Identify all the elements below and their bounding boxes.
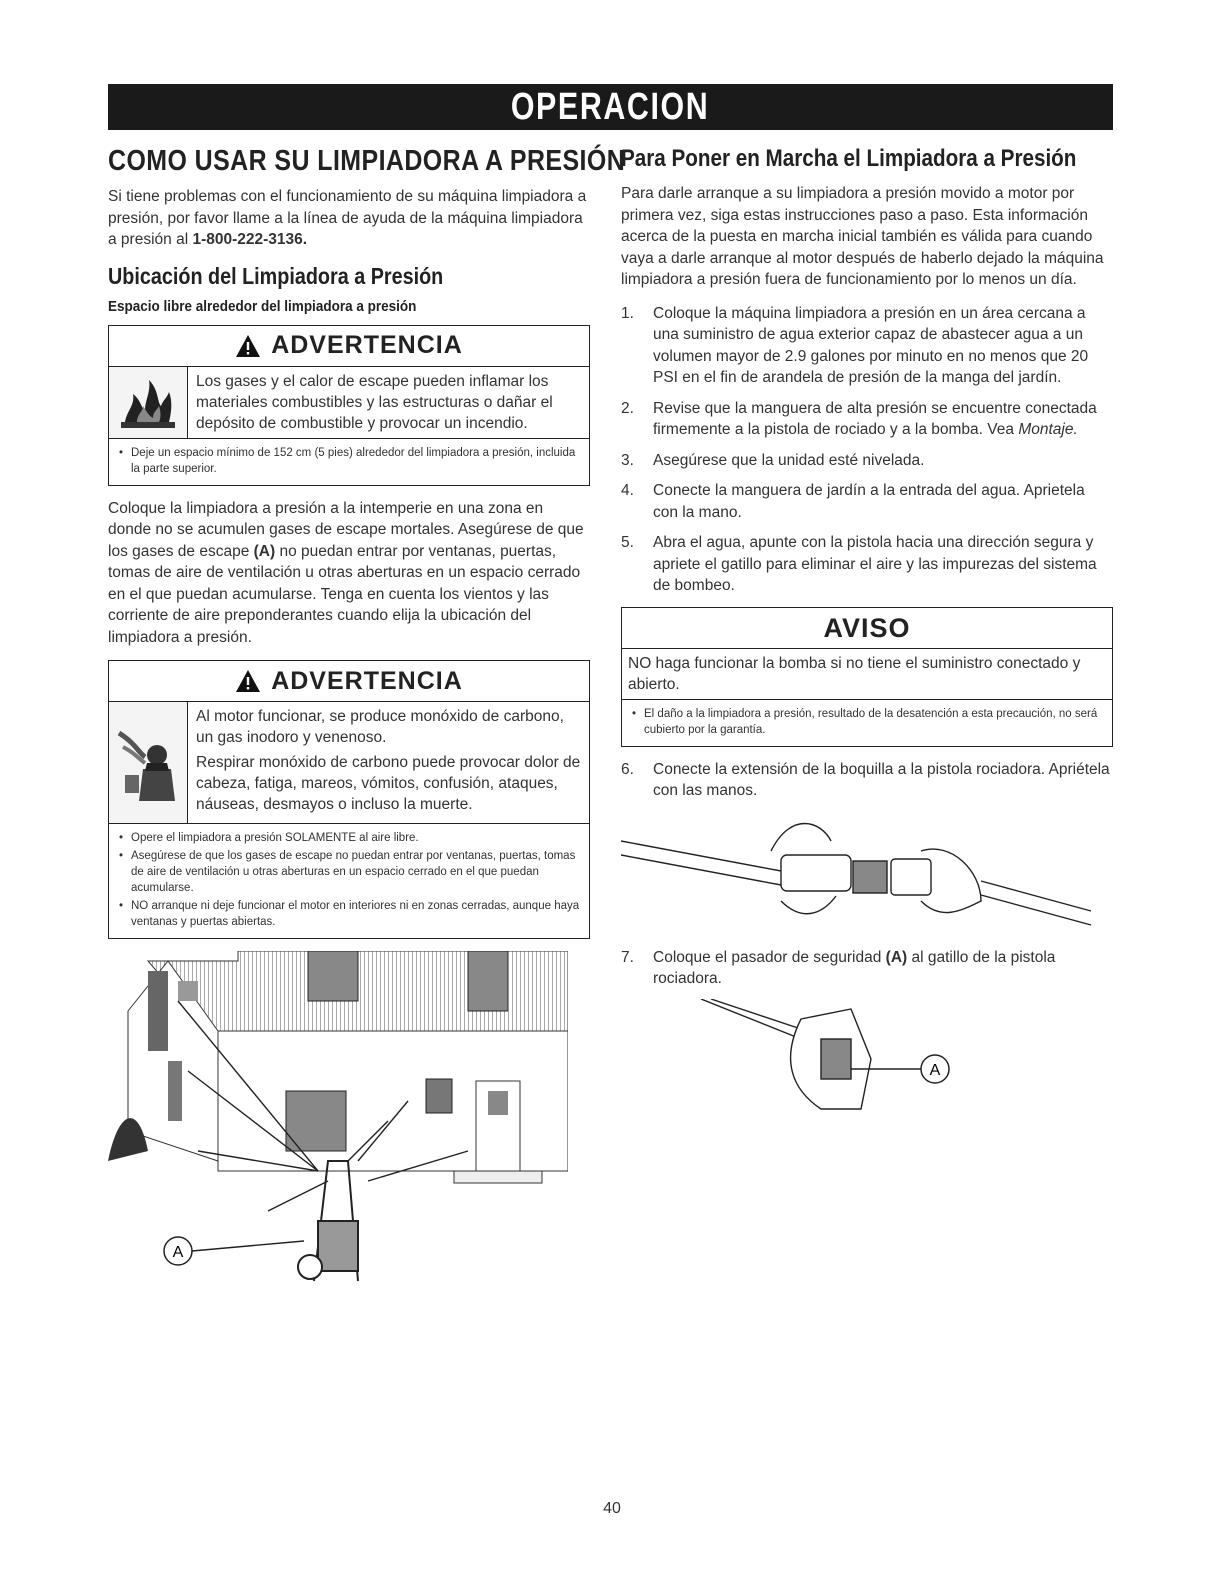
left-title: COMO USAR SU LIMPIADORA A PRESIÓN <box>108 145 626 177</box>
house-callout: A <box>172 1244 184 1261</box>
pressure-washer-icon <box>298 1161 358 1281</box>
gun-callout: A <box>929 1061 941 1079</box>
montaje-reference: Montaje. <box>1018 421 1078 438</box>
start-steps <box>621 303 1113 597</box>
warning-text: Al motor funcionar, se produce monóxido de carbono, un gas inodoro y venenoso. <box>196 708 564 746</box>
notice-title: AVISO <box>622 608 1112 649</box>
step-item: 1. Coloque la máquina limpiadora a presión en un área cercana a una suministro de agua exterior capaz de abastecer agua a un volumen mayor de 2.9 galones por minuto en no menos que 20 PSI en el fin de arandela de presión de la manga del jardín. <box>621 304 1089 386</box>
warning-bullet: • Opere el limpiadora a presión SOLAMENTE al aire libre. <box>117 830 581 846</box>
step-item: 2. Revise que la manguera de alta presión se encuentre conectada firmemente a la pistola de rociado y a la bomba. Vea Montaje. <box>621 399 1097 438</box>
warning-box-co <box>108 660 590 939</box>
warning-box-fire <box>108 325 590 486</box>
warning-bullet: • Deje un espacio mínimo de 152 cm (5 pies) alrededor del limpiadora a presión, incluida la parte superior. <box>117 445 581 477</box>
nozzle-illustration <box>621 811 1101 941</box>
clearance-heading: Espacio libre alrededor del limpiadora a presión <box>108 297 417 315</box>
spray-gun-illustration <box>621 999 1101 1129</box>
notice-bullet: • El daño a la limpiadora a presión, resultado de la desatención a esta precaución, no será cubierto por la garantía. <box>630 706 1104 738</box>
notice-box <box>621 607 1113 747</box>
warning-text: Respirar monóxido de carbono puede provocar dolor de cabeza, fatiga, mareos, vómitos, confusión, ataques, náuseas, desmayos o incluso la muerte. <box>196 754 581 813</box>
warning-triangle-icon <box>235 669 261 693</box>
step-item: 3. Asegúrese que la unidad esté nivelada. <box>621 451 925 469</box>
warning-bullets <box>109 824 589 938</box>
fire-hazard-icon <box>109 367 188 438</box>
warning-bullet: • NO arranque ni deje funcionar el motor en interiores ni en zonas cerradas, aunque haya ventanas y puertas abiertas. <box>117 898 581 930</box>
warning-bullets <box>109 439 589 485</box>
warning-header <box>109 661 589 702</box>
notice-text: NO haga funcionar la bomba si no tiene el suministro conectado y abierto. <box>622 649 1112 700</box>
step-item: 4. Conecte la manguera de jardín a la entrada del agua. Aprietela con la mano. <box>621 482 1085 521</box>
notice-bullets <box>622 700 1112 746</box>
section-title: OPERACION <box>511 85 710 128</box>
step-item: 5. Abra el agua, apunte con la pistola hacia una dirección segura y apriete el gatillo para eliminar el aire y las impurezas del sistema de bombeo. <box>621 534 1097 594</box>
section-banner <box>108 84 1113 130</box>
warning-text: Los gases y el calor de escape pueden inflamar los materiales combustibles y las estructuras o dañar el depósito de combustible y provocar un incendio. <box>196 372 553 432</box>
start-intro: Para darle arranque a su limpiadora a presión movido a motor por primera vez, siga estas instrucciones paso a paso. Esta información acerca de la puesta en marcha inicial también es válida para cuando vaya a darle arranque al motor después de haberlo dejado la máquina limpiadora a presión fuera de funcionamiento por lo menos un día. <box>621 185 1104 288</box>
step-item: 6. Conecte la extensión de la boquilla a la pistola rociadora. Apriétela con las manos. <box>621 760 1110 799</box>
warning-header <box>109 326 589 367</box>
right-column <box>621 145 1113 1129</box>
location-heading: Ubicación del Limpiadora a Presión <box>108 262 444 289</box>
helpline-paragraph: Si tiene problemas con el funcionamiento de su máquina limpiadora a presión, por favor llame a la línea de ayuda de la máquina limpiadora a presión al 1-800-222-3136. <box>108 188 587 248</box>
toxic-fumes-icon <box>109 702 188 823</box>
page-number: 40 <box>603 1500 621 1517</box>
warning-triangle-icon <box>235 334 261 358</box>
warning-title: ADVERTENCIA <box>271 666 463 695</box>
helpline-phone: 1-800-222-3136. <box>192 231 308 248</box>
right-title: Para Poner en Marcha el Limpiadora a Presión <box>621 145 1077 172</box>
house-clearance-illustration <box>108 951 568 1291</box>
left-column <box>108 145 626 1291</box>
warning-title: ADVERTENCIA <box>271 331 463 359</box>
warning-bullet: • Asegúrese de que los gases de escape no puedan entrar por ventanas, puertas, tomas de aire de ventilación u otras aberturas en un espacio cerrado en el que puedan acumularse. <box>117 848 581 896</box>
placement-paragraph: Coloque la limpiadora a presión a la intemperie en una zona en donde no se acumulen gases de escape mortales. Asegúrese de que los gases de escape (A) no puedan entrar por ventanas, puertas, tomas de aire de ventilación u otras aberturas en un espacio cerrado en el que puedan acumularse. Tenga en cuenta los vientos y las corriente de aire preponderantes cuando elija la ubicación del limpiadora a presión. <box>108 499 584 646</box>
step-item: 7. Coloque el pasador de seguridad (A) al gatillo de la pistola rociadora. <box>621 948 1056 987</box>
